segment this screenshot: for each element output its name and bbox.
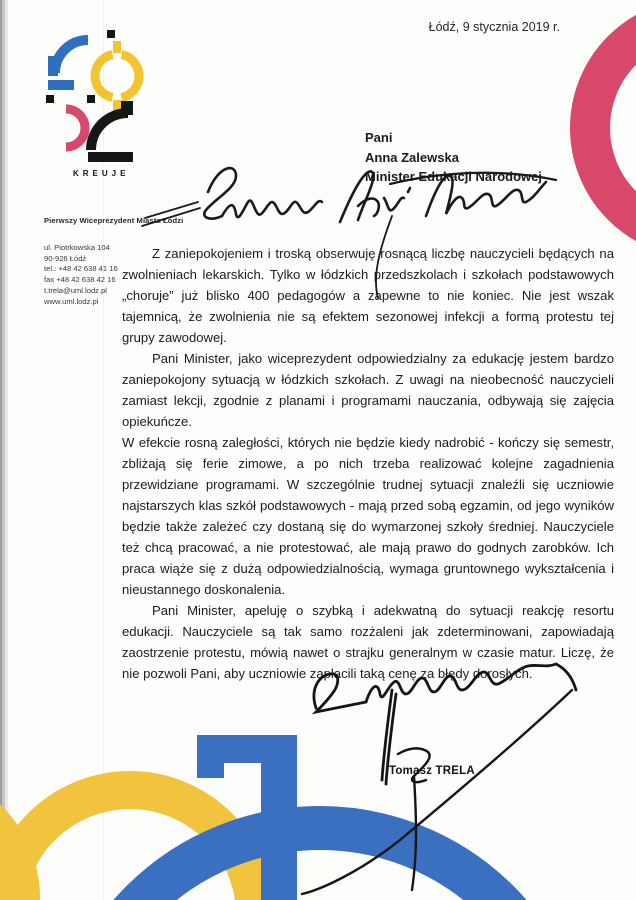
- logo-caption: KREUJE: [73, 169, 130, 178]
- address-line: tel.: +48 42 638 41 16: [44, 264, 118, 274]
- paragraph: W efekcie rosną zaległości, których nie będzie kiedy nadrobić - kończy się semestr, zbliżają się ferie zimowe, a po nich trzeba realizować kolejne zagadnienia przewidziane programami. W szczególnie trudnej sytuacji znaleźli się uczniowie najstarszych klas szkół podstawowych - mają przed sobą egzamin, od jego wyników będzie także zależeć czy dostaną się do wymarzonej szkoły średniej. Nauczyciele też chcą pracować, a nie protestować, ale mają prawo do godnych zarobków. Ich praca wiąże się z dużą odpowiedzialnością, wymaga gruntownego wykształcenia i nieustannego doskonalenia.: [122, 435, 614, 597]
- address-line: fax +48 42 638 42 16: [44, 275, 116, 285]
- address-line: t.trela@uml.lodz.pl: [44, 285, 107, 295]
- bottom-logo-decoration: [0, 728, 636, 900]
- recipient-name: Anna Zalewska: [365, 149, 459, 165]
- address-line: 90-926 Łódź: [44, 253, 87, 263]
- letter-body: [122, 243, 614, 684]
- address-line: www.uml.lodz.pl: [44, 296, 99, 306]
- address-line: ul. Piotrkowska 104: [44, 243, 110, 252]
- sender-title: Pierwszy Wiceprezydent Miasta Łodzi: [44, 216, 184, 225]
- paragraph: Pani Minister, jako wiceprezydent odpowiedzialny za edukację jestem bardzo zaniepokojony sytuacją w łódzkich szkołach. Z uwagi na nieobecność nauczycieli zamiast lekcji, zgodnie z planami i programami nauczania, odbywają się zajęcia opiekuńcze.: [122, 351, 614, 429]
- paragraph: Pani Minister, apeluję o szybką i adekwatną do sytuacji reakcję resortu edukacji. Nauczyciele są tak samo rozżaleni jak zdeterminowani, zapowiadają zaostrzenie protestu, mówią nawet o strajku generalnym w czasie matur. Liczę, że nie pozwoli Pani, aby uczniowie zapłacili taką cenę za błędy dorosłych.: [122, 603, 614, 681]
- paragraph: Z zaniepokojeniem i troską obserwuję rosnącą liczbę nauczycieli będących na zwolnieniach lekarskich. Tylko w łódzkich przedszkolach i szkołach podstawowych „choruje” już blisko 400 pedagogów a zapewne to nie koniec. Nie jest wszak tajemnicą, że zwolnienia nie są efektem sezonowej infekcji a formą protestu tej grupy zawodowej.: [122, 246, 614, 345]
- recipient-role: Minister Edukacji Narodowej: [365, 169, 542, 184]
- recipient-block: [365, 128, 585, 187]
- scan-edge-shadow: [0, 0, 9, 900]
- signer-name: Tomasz TRELA: [389, 765, 475, 777]
- recipient-salutation: Pani: [365, 130, 393, 145]
- lodz-kreuje-logo: [33, 28, 155, 200]
- date-line: Łódź, 9 stycznia 2019 r.: [428, 20, 560, 34]
